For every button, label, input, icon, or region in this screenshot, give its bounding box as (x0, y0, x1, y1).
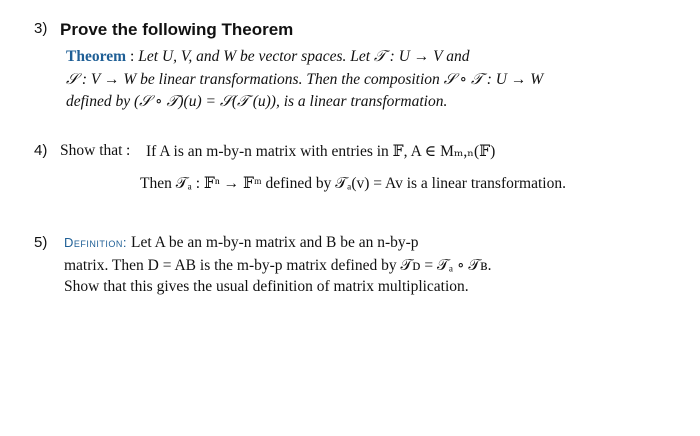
problem-4-separator: : (126, 142, 131, 159)
problem-5-number: 5) (34, 234, 48, 251)
problem-4-line-2: Then 𝒯ₐ : 𝔽ⁿ → 𝔽ᵐ defined by 𝒯ₐ(v) = Av is a linear transformation. (140, 175, 566, 192)
problem-4-line-1: If A is an m-by-n matrix with entries in 𝔽, A ∈ Mₘ,ₙ(𝔽) (146, 143, 496, 160)
problem-5-line-3: Show that this gives the usual definition of matrix multiplication. (64, 278, 469, 295)
problem-5-line-2: matrix. Then D = AB is the m-by-p matrix defined by 𝒯ᴅ = 𝒯ₐ ∘ 𝒯ʙ. (64, 257, 492, 274)
problem-5-line-1: Let A be an m-by-n matrix and B be an n-by-p (131, 234, 419, 251)
theorem-text-line-3: defined by (𝒮 ∘ 𝒯)(u) = 𝒮(𝒯 (u)), is a linear transformation. (66, 93, 448, 110)
problem-4-lead: Show that (60, 142, 123, 159)
definition-label: Definition: (64, 235, 127, 250)
theorem-text-line-2: 𝒮 : V → W be linear transformations. Then the composition 𝒮 ∘ 𝒯 : U → W (66, 71, 544, 88)
theorem-label: Theorem (66, 48, 126, 65)
theorem-separator: : (129, 48, 135, 65)
problem-3-title: Prove the following Theorem (60, 20, 294, 39)
problem-5-line-1-wrap (64, 234, 419, 252)
problem-4-number: 4) (34, 142, 48, 159)
theorem-line-1 (66, 48, 469, 66)
problem-3-number: 3) (34, 20, 48, 37)
theorem-text-line-1: Let U, V, and W be vector spaces. Let 𝒯 : U → V and (138, 48, 470, 65)
